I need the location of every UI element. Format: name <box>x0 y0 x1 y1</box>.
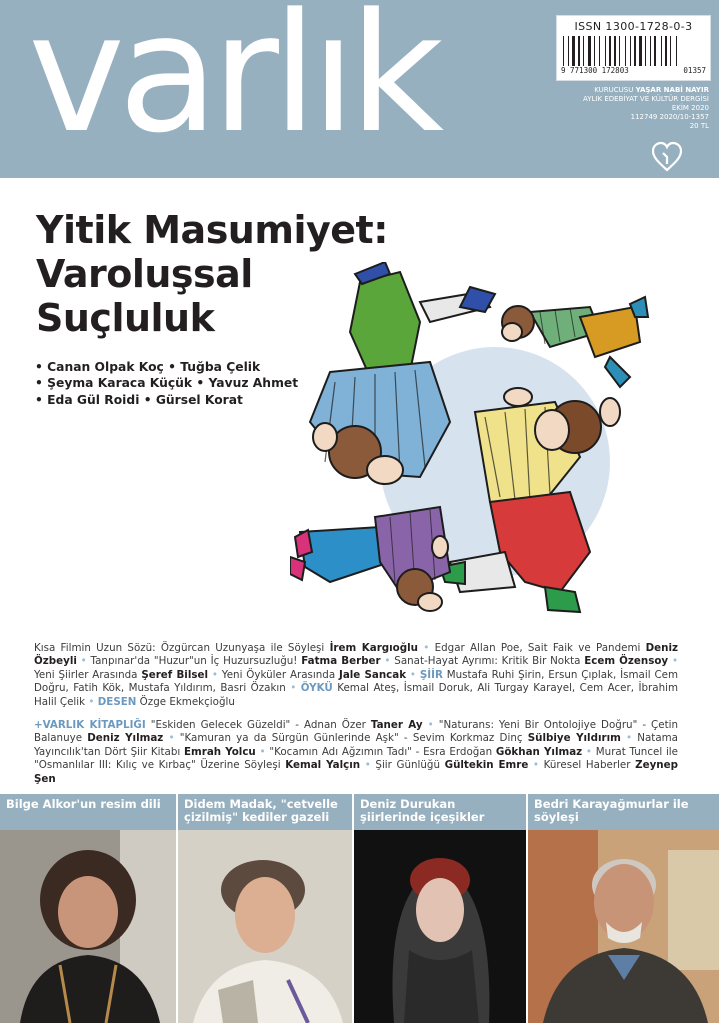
bullet-separator: • <box>163 732 180 745</box>
bullet-separator: • <box>290 682 301 695</box>
barcode-digits <box>561 66 706 75</box>
headline-line: Varoluşsal <box>36 252 253 296</box>
cover-illustration <box>290 262 660 632</box>
contributor-name: Fatma Berber <box>301 655 381 668</box>
founder-name: YAŞAR NABİ NAYIR <box>635 86 709 94</box>
portrait-photo <box>0 830 176 1023</box>
barcode-bar <box>670 36 671 66</box>
barcode-bar <box>650 36 651 66</box>
price: 20 TL <box>689 122 709 130</box>
contributor-name: Deniz Özbeyli <box>34 642 679 668</box>
article-title: Küresel Haberler <box>543 759 636 772</box>
barcode-bar <box>576 36 577 66</box>
barcode-bar <box>609 36 611 66</box>
article-title: "Kocamın Adı Ağzımın Tadı" - Esra Erdoğan <box>269 745 496 758</box>
contributor-name: Taner Ay <box>370 719 423 732</box>
contributor-name: Ecem Özensoy <box>584 655 669 668</box>
headline-line: Yitik Masumiyet: <box>36 208 388 252</box>
article-title: "Kamuran ya da Sürgün Günlerinde Aşk" - Sevim Korkmaz Dinç <box>179 732 528 745</box>
barcode-bar <box>643 36 644 66</box>
barcode-bar <box>585 36 587 66</box>
bullet-separator: • <box>255 745 270 758</box>
barcode-bar <box>637 36 638 66</box>
barcode-bar <box>594 36 595 66</box>
section-label: DESEN <box>97 695 137 708</box>
magazine-logo: varlık <box>28 0 438 169</box>
portrait-photo <box>178 830 352 1023</box>
article-title: "Eskiden Gelecek Güzeldi" - Adnan Özer <box>145 719 371 732</box>
section-label: +VARLIK KİTAPLIĞI <box>34 719 146 732</box>
figure-blue-pants <box>290 507 450 611</box>
author-line: • Şeyma Karaca Küçük • Yavuz Ahmet <box>35 376 299 391</box>
barcode-bar <box>652 36 653 66</box>
barcode-bar <box>592 36 593 66</box>
headline-authors <box>35 359 298 408</box>
barcode-box <box>556 15 711 81</box>
feature-caption: Didem Madak, "cetvelle çizilmiş" kediler gazeli <box>178 794 352 830</box>
barcode <box>563 36 704 66</box>
issue-date: EKİM 2020 <box>671 104 709 112</box>
feature-card[interactable] <box>0 794 176 1023</box>
barcode-bar <box>639 36 642 66</box>
magazine-subtitle: AYLIK EDEBİYAT VE KÜLTÜR DERGİSİ <box>583 95 709 103</box>
bullet-separator: • <box>620 732 638 745</box>
barcode-bar <box>614 36 616 66</box>
barcode-bar <box>605 36 606 66</box>
barcode-bar <box>668 36 669 66</box>
barcode-bar <box>578 36 580 66</box>
barcode-bar <box>657 36 660 66</box>
barcode-bar <box>568 36 569 66</box>
contents-paragraph <box>34 719 678 786</box>
barcode-bar <box>663 36 664 66</box>
article-title: Kemal Ateş, İsmail Doruk, Ali Turgay Karayel, Cem Acer, İbrahim Halil Çelik <box>34 682 678 708</box>
article-title: Sanat-Hayat Ayrımı: Kritik Bir Nokta <box>394 655 585 668</box>
article-title: Kısa Filmin Uzun Sözü: Özgürcan Uzunyaşa ile Söyleşi <box>34 642 330 654</box>
barcode-bar <box>563 36 564 66</box>
contributor-name: Şeref Bilsel <box>141 668 208 681</box>
article-title: Tanpınar'da "Huzur"un İç Huzursuzluğu! <box>90 655 302 668</box>
contents-paragraph <box>34 642 678 709</box>
feature-card[interactable] <box>528 794 719 1023</box>
bullet-separator: • <box>528 759 544 772</box>
bullet-separator: • <box>88 695 98 708</box>
bullet-separator: • <box>668 655 679 668</box>
barcode-bar <box>647 36 649 66</box>
barcode-bar <box>645 36 646 66</box>
contributor-name: Jale Sancak <box>339 668 407 681</box>
feature-caption: Bedri Karayağmurlar ile söyleşi <box>528 794 719 830</box>
article-title: Edgar Allan Poe, Sait Faik ve Pandemi <box>434 642 646 654</box>
feature-caption: Deniz Durukan şiirlerinde içeşikler <box>354 794 526 830</box>
contributor-name: Emrah Yolcu <box>184 745 256 758</box>
contributor-name: Kemal Yalçın <box>285 759 361 772</box>
issn-number: ISSN 1300-1728-0-3 <box>574 20 693 33</box>
article-title: "Naturans: Yeni Bir Ontolojiye Doğru" - Çetin Balanuye <box>34 719 679 745</box>
barcode-left-digits: 9 771300 172803 <box>561 66 629 75</box>
masthead <box>0 0 719 178</box>
barcode-bar <box>572 36 575 66</box>
contributor-name: Gökhan Yılmaz <box>495 745 583 758</box>
barcode-bar <box>619 36 620 66</box>
issue-number: 112749 2020/10-1357 <box>630 113 709 121</box>
barcode-bar <box>661 36 662 66</box>
feature-card[interactable] <box>354 794 526 1023</box>
article-title: Murat Tuncel ile "Osmanlılar III: Kılıç ve Kırbaç" Üzerine Söyleşi <box>34 745 679 772</box>
barcode-bar <box>634 36 636 66</box>
barcode-bar <box>665 36 667 66</box>
publisher-heart-icon <box>650 140 684 174</box>
barcode-bar <box>583 36 584 66</box>
founder-label: KURUCUSU <box>594 86 634 94</box>
bullet-separator: • <box>208 668 222 681</box>
barcode-bar <box>627 36 629 66</box>
issue-info <box>583 86 709 131</box>
portrait-photo <box>354 830 526 1023</box>
contributor-name: Deniz Yılmaz <box>87 732 164 745</box>
barcode-bar <box>672 36 675 66</box>
article-title: Mustafa Ruhi Şirin, Ersun Çıplak, İsmail Cem Doğru, Fatih Kök, Mustafa Yıldırım, Basri Özakın <box>34 668 678 695</box>
contributor-name: Sülbiye Yıldırım <box>527 732 621 745</box>
barcode-bar <box>599 36 600 66</box>
bullet-separator: • <box>417 642 435 654</box>
barcode-bar <box>654 36 656 66</box>
barcode-bar <box>570 36 571 66</box>
bullet-separator: • <box>76 655 91 668</box>
contributor-name: İrem Kargıoğlu <box>329 642 418 654</box>
feature-card[interactable] <box>178 794 352 1023</box>
barcode-bar <box>588 36 591 66</box>
article-title: Natama Yayıncılık'tan Dört Şiir Kitabı <box>34 732 678 758</box>
contributor-name: Zeynep Şen <box>34 759 678 785</box>
feature-strip <box>0 794 719 1023</box>
barcode-bar <box>596 36 598 66</box>
headline-line: Suçluluk <box>36 296 215 340</box>
article-title: Özge Ekmekçioğlu <box>136 695 235 708</box>
author-line: • Canan Olpak Koç • Tuğba Çelik <box>35 360 261 374</box>
article-title: Yeni Şiirler Arasında <box>34 668 142 681</box>
bullet-separator: • <box>406 668 420 681</box>
portrait-photo <box>528 830 719 1023</box>
barcode-bar <box>621 36 624 66</box>
section-label: ŞİİR <box>419 668 443 681</box>
barcode-bar <box>617 36 618 66</box>
feature-caption: Bilge Alkor'un resim dili <box>0 794 176 830</box>
bullet-separator: • <box>380 655 395 668</box>
barcode-bar <box>565 36 567 66</box>
barcode-bar <box>607 36 608 66</box>
author-line: • Eda Gül Roidi • Gürsel Korat <box>35 392 243 407</box>
bullet-separator: • <box>360 759 376 772</box>
contributor-name: Gültekin Emre <box>444 759 529 772</box>
barcode-bar <box>612 36 613 66</box>
barcode-bar <box>625 36 626 66</box>
barcode-bar <box>601 36 604 66</box>
article-title: Yeni Öyküler Arasında <box>221 668 339 681</box>
barcode-bar <box>632 36 633 66</box>
bullet-separator: • <box>422 719 439 732</box>
barcode-bar <box>630 36 631 66</box>
barcode-bar <box>676 36 677 66</box>
barcode-bar <box>581 36 582 66</box>
barcode-right-digits: 01357 <box>683 66 706 75</box>
section-label: ÖYKÜ <box>300 682 333 695</box>
article-title: Şiir Günlüğü <box>375 759 445 772</box>
contents-list <box>34 642 678 796</box>
barcode-bar <box>678 36 680 66</box>
bullet-separator: • <box>582 745 596 758</box>
